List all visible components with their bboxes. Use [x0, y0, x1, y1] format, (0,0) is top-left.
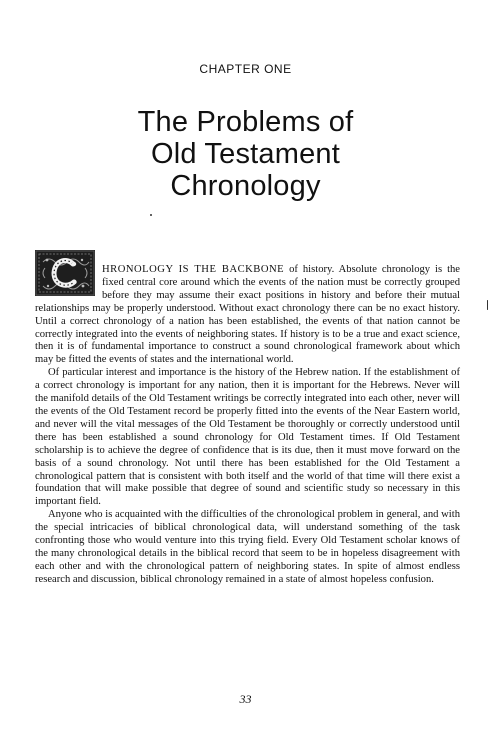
chapter-title-line-1: The Problems of: [137, 106, 354, 138]
stray-mark: [150, 214, 152, 216]
paragraph-1: [35, 264, 460, 367]
paragraph-2: Of particular interest and importance is the history of the Hebrew nation. If the establishment of a correct chronology is important for any nation, then it is important for the Hebrews. Never will the manifold details of the Old Testament writings be correctly integrated into each other, never will the events of the Old Testament record be properly fitted into the events of the Near Eastern world, and never will the vital messages of the Old Testament be thoroughly or correctly understood until there has been established a sound chronology for Old Testament times. If Old Testament scholarship is to achieve the degree of confidence that is its due, then it must move forward on the basis of a sound chronology. Not until there has been established for the Old Testament a chronological pattern that is consistent with both itself and the world of that time will there exist a foundation that will make possible that degree of sound and scientific study so necessary in this important field.: [35, 367, 460, 508]
chapter-title-line-3: Chronology: [170, 170, 321, 202]
lead-in-text: HRONOLOGY IS THE BACKBONE: [102, 264, 285, 275]
ornamental-initial-icon: [35, 250, 95, 296]
stray-mark: [487, 300, 488, 310]
page-number: 33: [239, 692, 252, 706]
paragraph-1-text: of history. Absolute chronology is the fixed central core around which the events of the nation must be correctly grouped before they may assume their exact positions in history and before their mutual relationships may be properly understood. Without exact chronology there can be no exact history. Until a correct chronology of a nation has been established, the events of that nation cannot be correctly integrated into the events of neighboring states. If history is to be a true and exact science, then it is of fundamental importance to construct a sound chronological framework about which may be fitted the events of states and the international world.: [35, 264, 461, 366]
body-text: [35, 264, 460, 587]
paragraph-3: Anyone who is acquainted with the difficulties of the chronological problem in general, and with the special intricacies of biblical chronological data, will understand something of the task confronting those who would venture into this trying field. Every Old Testament scholar knows of the many chronological details in the biblical record that seem to be in hopeless disagreement with each other and with the chronological pattern of neighboring states. In spite of almost endless research and discussion, biblical chronology remained in a state of almost hopeless confusion.: [35, 509, 460, 585]
chapter-title-line-2: Old Testament: [150, 138, 341, 170]
chapter-title: [0, 106, 491, 202]
chapter-label: CHAPTER ONE: [199, 62, 292, 76]
